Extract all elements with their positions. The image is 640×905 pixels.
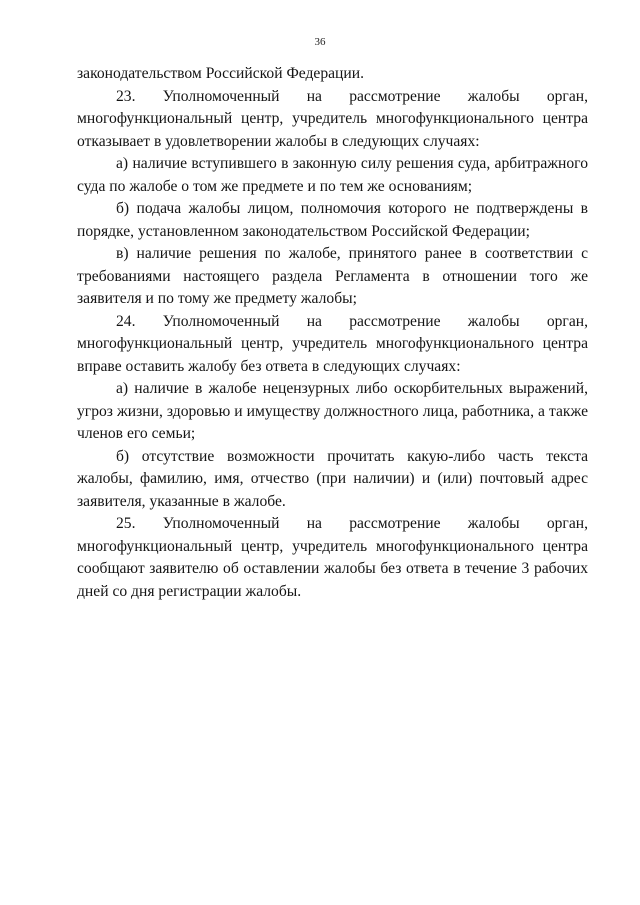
paragraph-clause-24-a: а) наличие в жалобе нецензурных либо оскорбительных выражений, угроз жизни, здоровью и имуществу должностного лица, работника, а также членов его семьи; xyxy=(77,380,588,442)
paragraph-continuation: законодательством Российской Федерации. xyxy=(77,65,364,82)
paragraph-clause-24-b: б) отсутствие возможности прочитать какую-либо часть текста жалобы, фамилию, имя, отчество (при наличии) и (или) почтовый адрес заявителя, указанные в жалобе. xyxy=(77,447,588,510)
paragraph-clause-23: 23. Уполномоченный на рассмотрение жалобы орган, многофункциональный центр, учредитель многофункционального центра отказывает в удовлетворении жалобы в следующих случаях: xyxy=(77,87,588,150)
document-body xyxy=(77,63,588,603)
paragraph-clause-24: 24. Уполномоченный на рассмотрение жалобы орган, многофункциональный центр, учредитель многофункционального центра вправе оставить жалобу без ответа в следующих случаях: xyxy=(77,312,588,375)
paragraph-clause-23-a: а) наличие вступившего в законную силу решения суда, арбитражного суда по жалобе о том же предмете и по тем же основаниям; xyxy=(77,155,588,195)
paragraph-clause-23-b: б) подача жалобы лицом, полномочия которого не подтверждены в порядке, установленном законодательством Российской Федерации; xyxy=(77,200,588,240)
page-number: 36 xyxy=(314,36,326,48)
paragraph-clause-23-v: в) наличие решения по жалобе, принятого ранее в соответствии с требованиями настоящего раздела Регламента в отношении того же заявителя и по тому же предмету жалобы; xyxy=(77,245,588,307)
paragraph-clause-25: 25. Уполномоченный на рассмотрение жалобы орган, многофункциональный центр, учредитель многофункционального центра сообщают заявителю об оставлении жалобы без ответа в течение 3 рабочих дней со дня регистрации жалобы. xyxy=(77,515,588,600)
